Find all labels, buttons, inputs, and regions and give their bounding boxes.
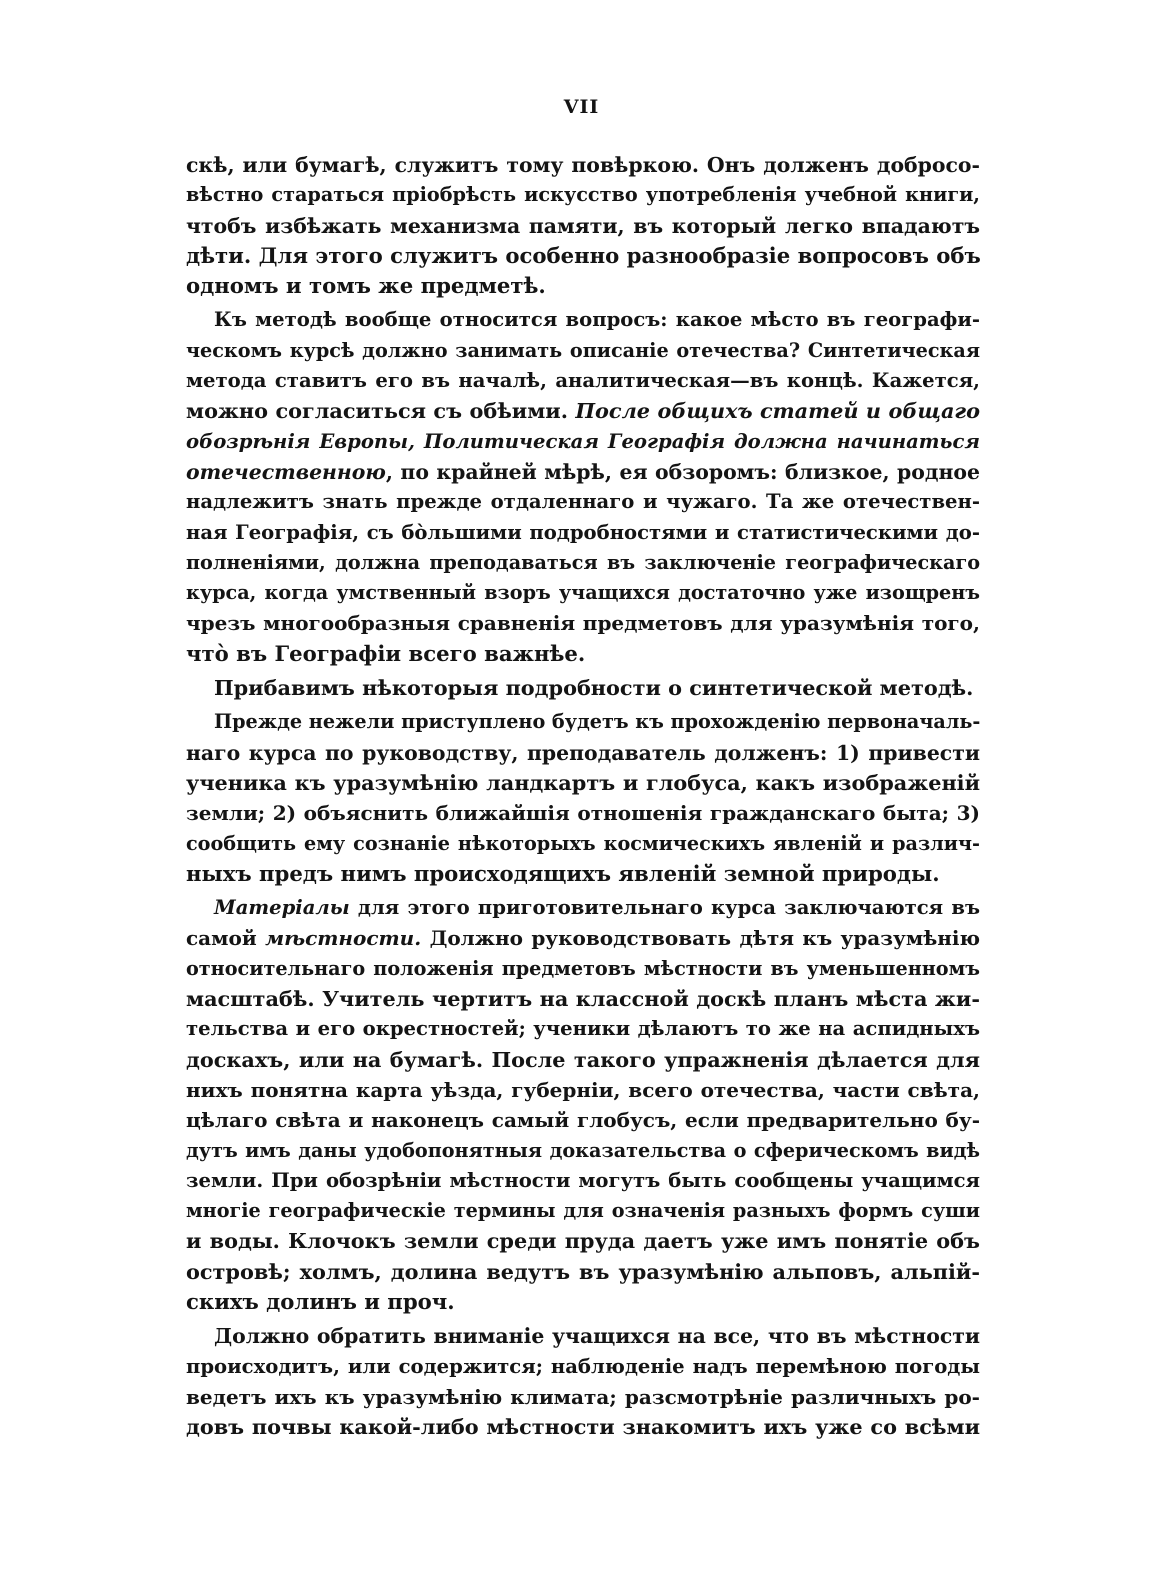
text-line: цѣлаго свѣта и наконецъ самый глобусъ, если предварительно бу- <box>186 1108 980 1133</box>
text-line: надлежитъ знать прежде отдаленнаго и чужаго. Та же отечествен- <box>186 490 980 514</box>
text-line: относительнаго положенія предметовъ мѣстности въ уменьшенномъ <box>186 956 980 980</box>
text-line: ная Географія, съ бо̀льшими подробностями и статистическими до- <box>186 520 980 544</box>
text-line <box>186 457 980 487</box>
body-text <box>186 150 980 1442</box>
text-line: Прибавимъ нѣкоторыя подробности о синтетической методѣ. <box>214 675 974 701</box>
text-line: курса, когда умственный взоръ учащихся достаточно уже изощренъ <box>186 581 980 605</box>
text-line: земли; 2) объяснить ближайшія отношенія гражданскаго быта; 3) <box>186 801 980 826</box>
paragraph-2 <box>186 305 980 669</box>
paragraph-1 <box>186 150 980 301</box>
text-segment: самой <box>186 926 257 951</box>
text-line: многіе географическіе термины для означенія разныхъ формъ суши <box>186 1199 980 1223</box>
text-segment: , по крайней мѣрѣ, ея обзоромъ: близкое, родное <box>385 459 980 484</box>
text-line <box>186 893 980 923</box>
text-line: ныхъ предъ нимъ происходящихъ явленій земной природы. <box>186 860 940 886</box>
italic-phrase: обозрѣнія Европы, Политическая Географія должна начинаться <box>186 429 980 453</box>
text-line: доскахъ, или на бумагѣ. После такого упражненія дѣлается для <box>186 1046 980 1072</box>
text-line <box>186 396 980 426</box>
text-segment: Должно руководствовать дѣтя къ уразумѣнію <box>429 926 981 951</box>
text-line: чтобъ избѣжать механизма памяти, въ который легко впадаютъ <box>186 213 980 238</box>
text-line: ведетъ ихъ къ уразумѣнію климата; разсмотрѣніе различныхъ ро- <box>186 1384 980 1409</box>
text-line: Должно обратить вниманіе учащихся на все, что въ мѣстности <box>214 1324 980 1349</box>
text-line: что̀ въ Географіи всего важнѣе. <box>186 640 586 666</box>
text-segment: можно согласиться съ обѣими. <box>186 398 568 424</box>
paragraph-3 <box>186 673 980 703</box>
text-line: ученика къ уразумѣнію ландкартъ и глобуса, какъ изображеній <box>186 769 980 795</box>
text-line: происходитъ, или содержится; наблюденіе надъ перемѣною погоды <box>186 1354 980 1378</box>
paragraph-5 <box>186 893 980 1317</box>
text-line: вѣстно стараться пріобрѣсть искусство употребленія учебной книги, <box>186 183 980 207</box>
text-line <box>186 427 980 457</box>
text-line: скѣ, или бумагѣ, служитъ тому повѣркою. Онъ долженъ добросо- <box>186 153 980 177</box>
text-line: полненіями, должна преподаваться въ заключеніе географическаго <box>186 550 980 574</box>
text-line: сообщить ему сознаніе нѣкоторыхъ космическихъ явленій и различ- <box>186 831 980 855</box>
text-line: скихъ долинъ и проч. <box>186 1288 455 1314</box>
paragraph-6 <box>186 1321 980 1442</box>
text-line: дутъ имъ даны удобопонятныя доказательства о сферическомъ видѣ <box>186 1138 980 1162</box>
text-line: довъ почвы какой-либо мѣстности знакомитъ ихъ уже со всѣми <box>186 1414 980 1440</box>
text-line: Къ методѣ вообще относится вопросъ: какое мѣсто въ географи- <box>214 308 980 332</box>
text-line: одномъ и томъ же предметѣ. <box>186 273 546 299</box>
text-line: Прежде нежели приступлено будетъ къ прохожденію первоначаль- <box>214 710 981 734</box>
italic-phrase: После общихъ статей и общаго <box>575 398 980 424</box>
text-line: наго курса по руководству, преподаватель долженъ: 1) привести <box>186 740 980 765</box>
text-line: тельства и его окрестностей; ученики дѣлаютъ то же на аспидныхъ <box>186 1017 980 1041</box>
text-line: земли. При обозрѣніи мѣстности могутъ быть сообщены учащимся <box>186 1168 980 1192</box>
page-number: VII <box>563 96 600 118</box>
text-segment: для этого приготовительнаго курса заключаются въ <box>357 896 980 920</box>
text-line: дѣти. Для этого служитъ особенно разнообразіе вопросовъ объ <box>186 242 981 268</box>
text-line: нихъ понятна карта уѣзда, губерніи, всего отечества, части свѣта, <box>186 1077 980 1102</box>
text-line: и воды. Клочокъ земли среди пруда даетъ уже имъ понятіе объ <box>186 1228 980 1254</box>
paragraph-4 <box>186 707 980 889</box>
text-line: метода ставитъ его въ началѣ, аналитическая—въ концѣ. Кажется, <box>186 369 980 393</box>
italic-phrase: отечественною <box>186 459 386 484</box>
italic-phrase: Матеріалы <box>214 896 350 920</box>
italic-phrase: мѣстности. <box>265 926 422 951</box>
text-line: чрезъ многообразныя сравненія предметовъ для уразумѣнія того, <box>186 611 980 636</box>
text-line <box>186 923 980 953</box>
text-line: островѣ; холмъ, долина ведутъ въ уразумѣнію альповъ, альпій- <box>186 1258 980 1284</box>
text-line: масштабѣ. Учитель чертитъ на классной доскѣ планъ мѣста жи- <box>186 986 980 1012</box>
text-line: ческомъ курсѣ должно занимать описаніе отечества? Синтетическая <box>186 338 980 362</box>
